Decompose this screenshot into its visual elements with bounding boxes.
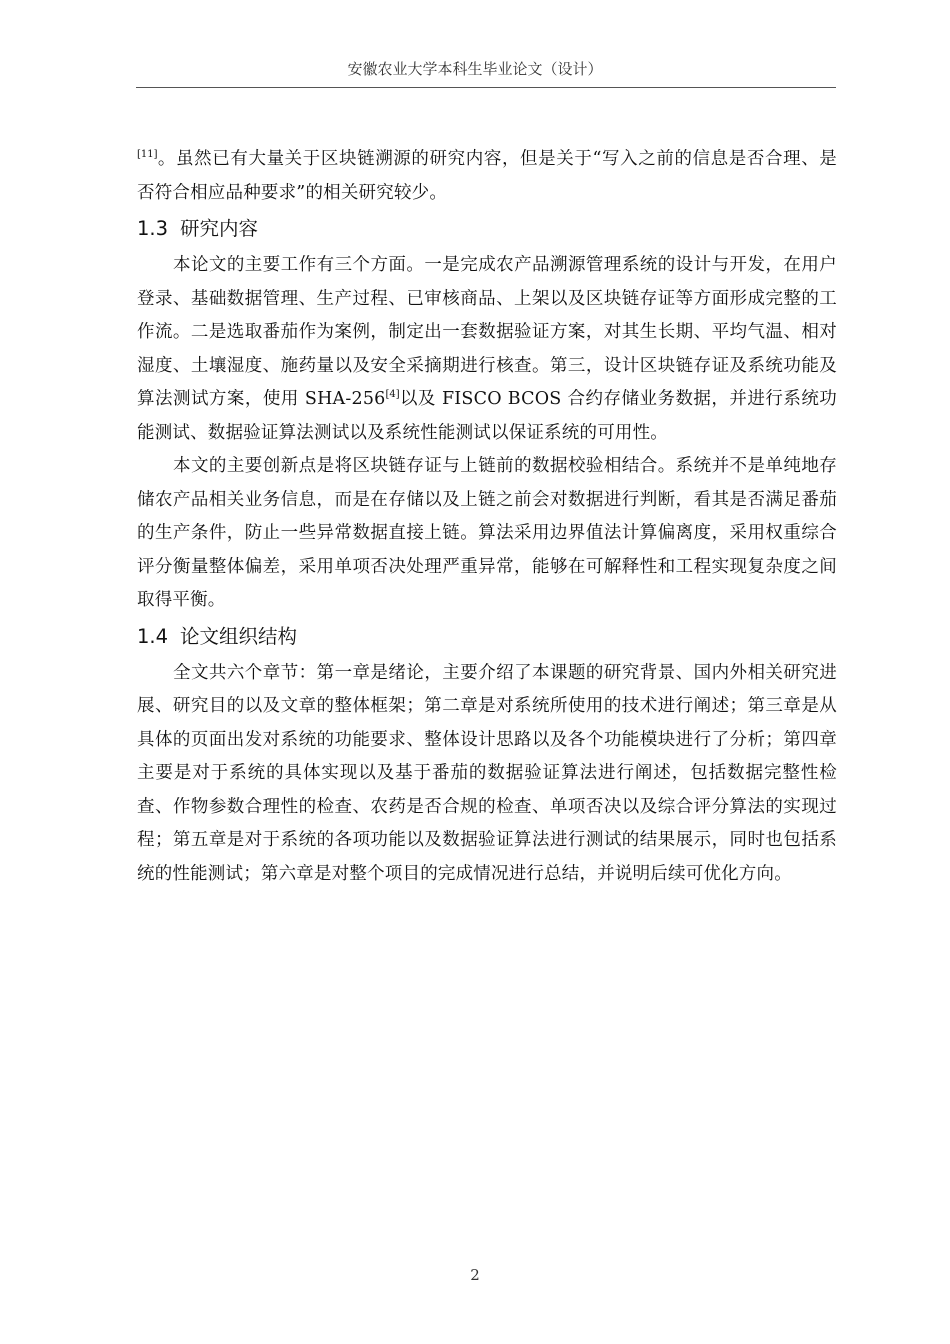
paragraph-text: 本论文的主要工作有三个方面。一是完成农产品溯源管理系统的设计与开发，在用户登录、基础数据管理、生产过程、已审核商品、上架以及区块链存证等方面形成完整的工作流。二是选取番茄作为案例，制定出一套数据验证方案，对其生长期、平均气温、相对湿度、土壤湿度、施药量以及安全采摘期进行核查。第三，设计区块链存证及系统功能及算法测试方案，使用 SHA-256 <box>137 255 837 409</box>
section-heading-1-4 <box>137 620 837 654</box>
paragraph-structure <box>137 657 837 892</box>
paragraph-text: 。虽然已有大量关于区块链溯源的研究内容，但是关于“写入之前的信息是否合理、是否符合相应品种要求”的相关研究较少。 <box>137 149 837 203</box>
header-rule <box>136 87 836 88</box>
section-number: 1.4 <box>137 624 169 648</box>
running-header: 安徽农业大学本科生毕业论文（设计） <box>347 60 603 78</box>
section-title: 论文组织结构 <box>180 624 298 648</box>
paragraph-research-content <box>137 249 837 450</box>
page-number: 2 <box>470 1266 480 1284</box>
section-title: 研究内容 <box>180 217 259 240</box>
paragraph-innovation <box>137 450 837 618</box>
body-text <box>137 143 837 891</box>
section-heading-1-3 <box>137 212 837 246</box>
citation-ref[interactable]: [4] <box>385 389 400 400</box>
continued-paragraph <box>137 143 837 210</box>
paragraph-text: 本文的主要创新点是将区块链存证与上链前的数据校验相结合。系统并不是单纯地存储农产品相关业务信息，而是在存储以及上链之前会对数据进行判断，看其是否满足番茄的生产条件，防止一些异常数据直接上链。算法采用边界值法计算偏离度，采用权重综合评分衡量整体偏差，采用单项否决处理严重异常，能够在可解释性和工程实现复杂度之间取得平衡。 <box>137 456 837 610</box>
paragraph-text: 全文共六个章节：第一章是绪论，主要介绍了本课题的研究背景、国内外相关研究进展、研究目的以及文章的整体框架；第二章是对系统所使用的技术进行阐述；第三章是从具体的页面出发对系统的功能要求、整体设计思路以及各个功能模块进行了分析；第四章主要是对于系统的具体实现以及基于番茄的数据验证算法进行阐述，包括数据完整性检查、作物参数合理性的检查、农药是否合规的检查、单项否决以及综合评分算法的实现过程；第五章是对于系统的各项功能以及数据验证算法进行测试的结果展示，同时也包括系统的性能测试；第六章是对整个项目的完成情况进行总结，并说明后续可优化方向。 <box>137 662 837 884</box>
section-number: 1.3 <box>137 217 169 240</box>
citation-ref[interactable]: [11] <box>137 149 158 160</box>
paragraph-text: 以及 FISCO BCOS 合约存储业务数据，并进行系统功能测试、数据验证算法测试以及系统性能测试以保证系统的可用性。 <box>137 389 837 443</box>
